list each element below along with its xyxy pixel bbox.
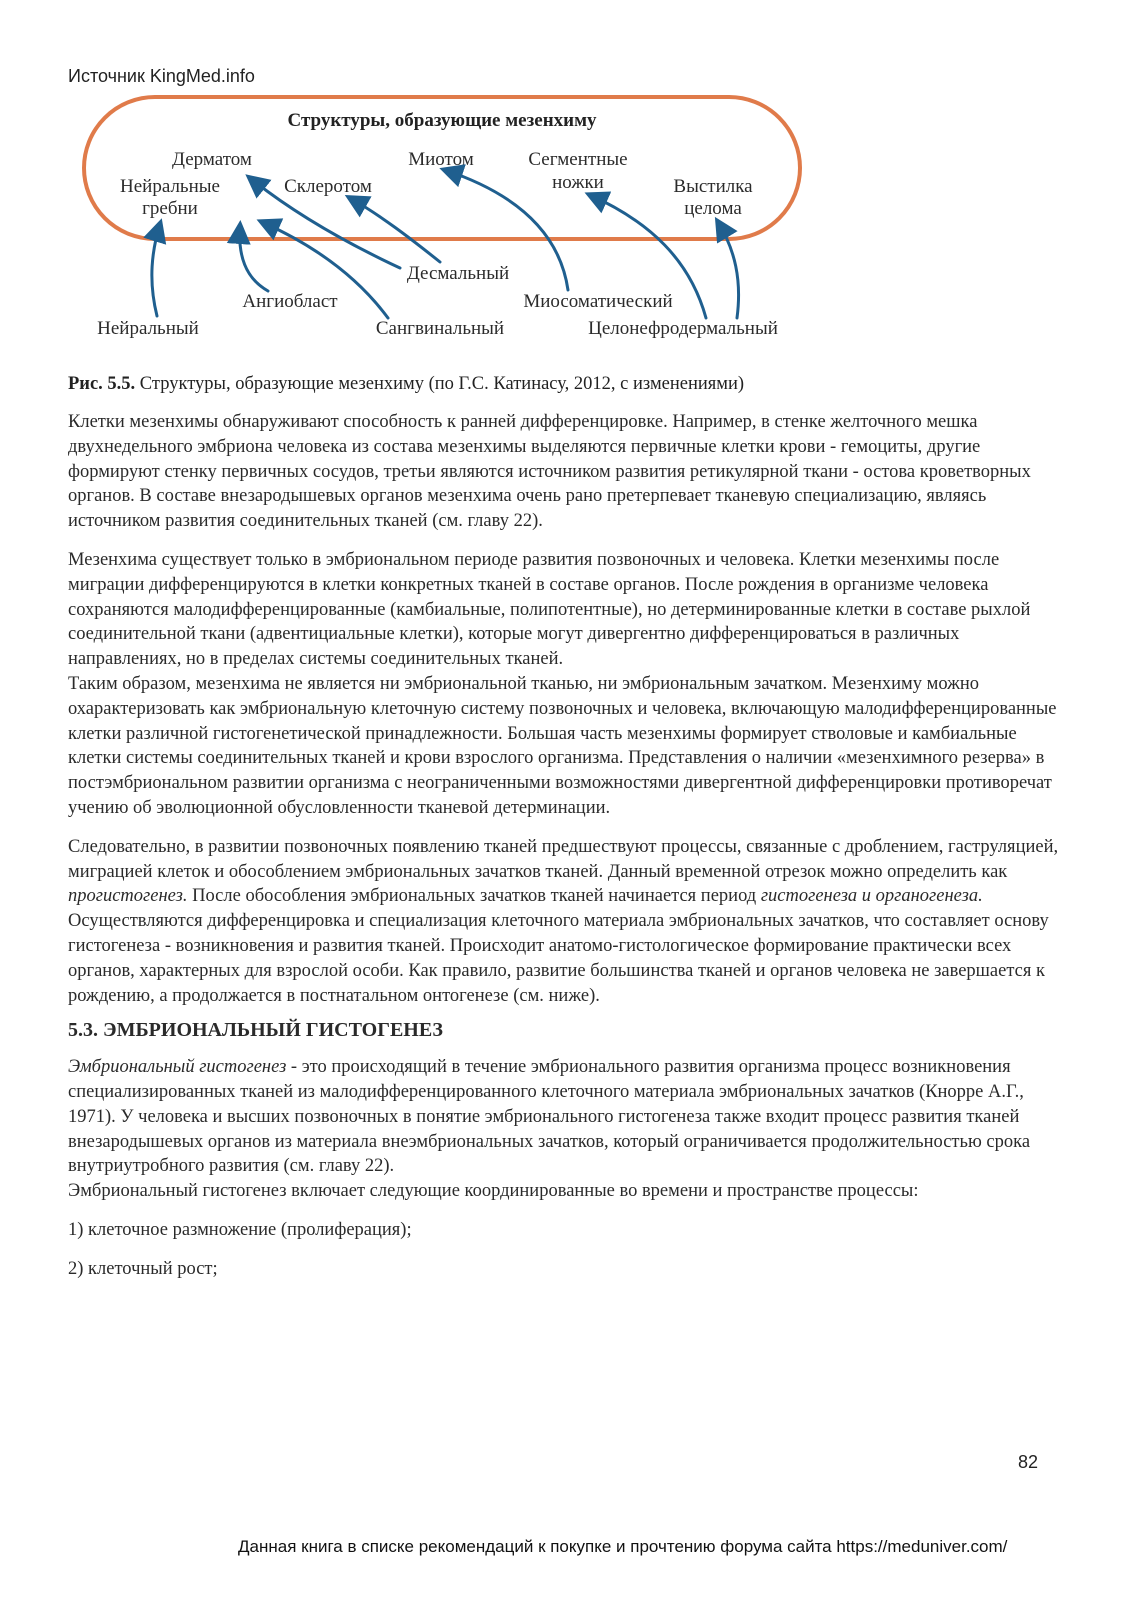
paragraph-4: Следовательно, в развитии позвоночных появлению тканей предшествуют процессы, связанные с дроблением, гаструляцией, миграцией клеток и обособлением эмбриональных зачатков тканей. Данный временной отрезок можно определить как прогистогенез. После обособления эмбриональных зачатков тканей начинается период гистогенеза и органогенеза. Осуществляются дифференцировка и специализация клеточного материала эмбриональных зачатков, что составляет основу гистогенеза - возникновения и развития тканей. Происходит анатомо-гистологическое формирование практически всех органов, характерных для взрослой особи. Как правило, развитие большинства тканей и органов человека не завершается к рождению, а продолжается в постнатальном онтогенезе (см. ниже). <box>68 836 1059 1006</box>
label-miotom: Миотом <box>408 149 474 170</box>
arrow-angioblast <box>240 226 268 291</box>
label-sanguinal: Сангвинальный <box>375 318 505 339</box>
label-sclerotom: Склеротом <box>284 176 372 197</box>
mesenchyme-diagram <box>0 0 1132 360</box>
main-text <box>68 410 1068 1282</box>
label-segment-legs-line1: Сегментные <box>528 149 628 170</box>
label-neural-crest-line1: Нейральные <box>120 176 220 197</box>
source-header: Источник KingMed.info <box>68 66 255 86</box>
caption-text: Структуры, образующие мезенхиму (по Г.С. Катинасу, 2012, с изменениями) <box>135 374 745 394</box>
paragraph-3: Таким образом, мезенхима не является ни эмбриональной тканью, ни эмбриональным зачатком. Мезенхиму можно охарактеризовать как эмбриональную клеточную систему позвоночных и человека, включающую малодифференцированные клетки различной гистогенетической принадлежности. Большая часть мезенхимы формирует стволовые и камбиальные клетки системы соединительных тканей и крови взрослого организма. Представления о наличии «мезенхимного резерва» в постэмбриональном развитии организма с неограниченными возможностями дивергентной дифференцировки противоречат учению об эволюционной обусловленности тканевой детерминации. <box>68 673 1057 818</box>
paragraph-5: Эмбриональный гистогенез - это происходящий в течение эмбрионального развития организма процесс возникновения специализированных тканей из малодифференцированного клеточного материала эмбриональных зачатков (Кнорре А.Г., 1971). У человека и высших позвоночных в понятие эмбрионального гистогенеза также входит процесс развития тканей внезародышевых органов из материала внеэмбриональных зачатков, который ограничивается продолжительностью срока внутриутробного развития (см. главу 22). <box>68 1057 1031 1177</box>
label-dermatom: Дерматом <box>172 149 252 170</box>
arrow-desmal-to-sclerotom <box>350 198 440 262</box>
arrow-celo-to-coelom <box>718 222 739 318</box>
figure-caption <box>68 372 1068 396</box>
label-celonephrodermal: Целонефродермальный <box>588 318 778 339</box>
paragraph-6: Эмбриональный гистогенез включает следующие координированные во времени и пространстве процессы: <box>68 1181 919 1202</box>
list-item-2: 2) клеточный рост; <box>68 1258 218 1279</box>
label-coelom-line2: целома <box>684 198 742 219</box>
label-neural: Нейральный <box>97 318 199 339</box>
caption-label: Рис. 5.5. <box>68 374 136 394</box>
footer-note: Данная книга в списке рекомендаций к покупке и прочтению форума сайта https://meduniver.com/ <box>238 1537 1008 1556</box>
section-heading: 5.3. ЭМБРИОНАЛЬНЫЙ ГИСТОГЕНЕЗ <box>68 1019 443 1042</box>
label-segment-legs-line2: ножки <box>552 172 604 193</box>
label-angioblast: Ангиобласт <box>242 291 338 312</box>
paragraph-1: Клетки мезенхимы обнаруживают способность к ранней дифференцировке. Например, в стенке желточного мешка двухнедельного эмбриона человека из состава мезенхимы выделяются первичные клетки крови - гемоциты, другие формируют стенку первичных сосудов, третьи являются источником развития ретикулярной ткани - остова кроветворных органов. В составе внезародышевых органов мезенхима очень рано претерпевает тканевую специализацию, являясь источником развития соединительных тканей (см. главу 22). <box>68 412 1031 532</box>
list-item-1: 1) клеточное размножение (пролиферация); <box>68 1219 412 1240</box>
label-coelom-line1: Выстилка <box>673 176 753 197</box>
paragraph-2: Мезенхима существует только в эмбриональном периоде развития позвоночных и человека. Клетки мезенхимы после миграции дифференцируются в клетки конкретных тканей в составе органов. После рождения в организме человека сохраняются малодифференцированные (камбиальные, полипотентные), но детерминированные клетки в составе рыхлой соединительной ткани (адвентициальные клетки), которые могут дивергентно дифференцироваться в различных направлениях, но в пределах системы соединительных тканей. <box>68 549 1031 670</box>
page-number: 82 <box>1018 1452 1039 1472</box>
label-neural-crest-line2: гребни <box>142 198 198 219</box>
label-desmal: Десмальный <box>406 263 510 284</box>
label-miosomatic: Миосоматический <box>523 291 673 312</box>
diagram-title: Структуры, образующие мезенхиму <box>287 110 597 131</box>
